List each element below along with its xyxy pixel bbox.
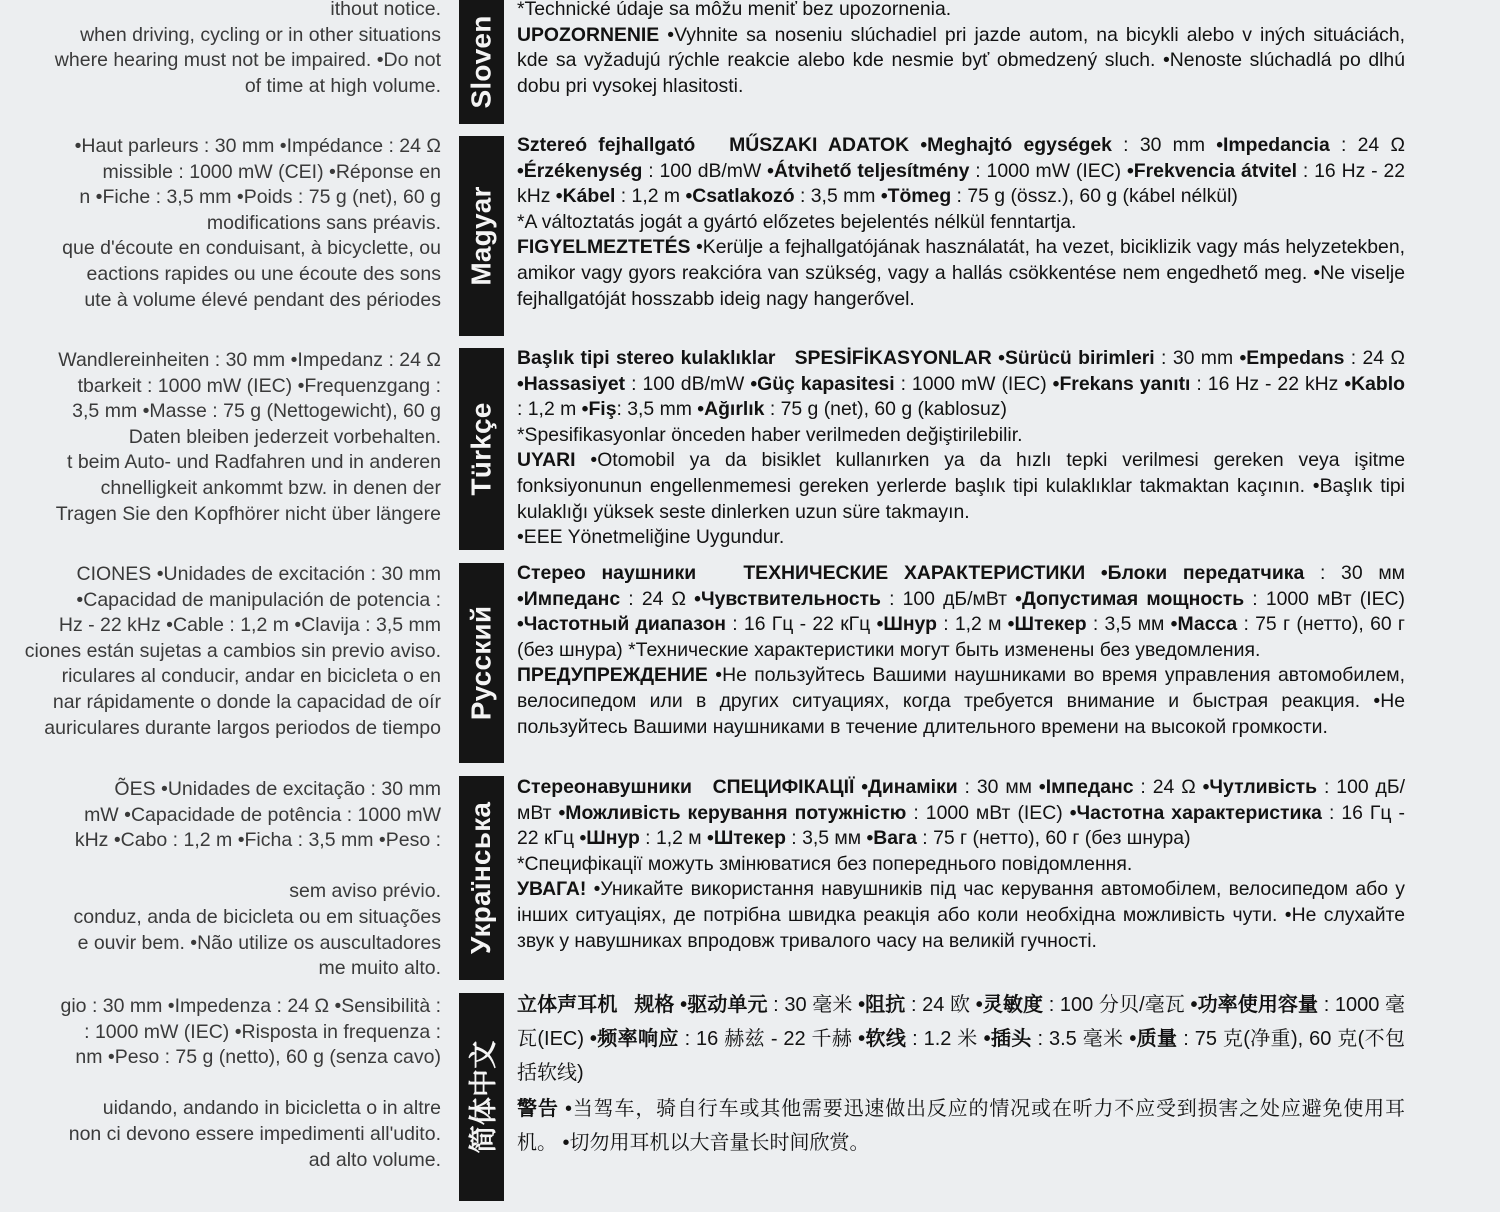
- tab-label: Magyar: [465, 186, 497, 286]
- warning-title: ПРЕДУПРЕЖДЕНИЕ: [517, 664, 708, 687]
- spec-label: •Допустимая мощность: [1015, 587, 1245, 610]
- warning-paragraph: [517, 235, 1405, 312]
- spec-title: MŰSZAKI ADATOK: [729, 134, 910, 156]
- spec-label: •Érzékenység: [517, 159, 643, 182]
- line: non ci devono essere impedimenti all'udito.: [68, 1122, 441, 1145]
- spec-value: : 24 Ω: [1329, 134, 1405, 156]
- line: t beim Auto- und Radfahren und in anderen: [66, 451, 441, 474]
- spec-label: •Hassasiyet: [517, 372, 626, 395]
- spec-value: : 1000 毫瓦(IEC): [517, 994, 1406, 1050]
- spec-label: •Fiş: [581, 398, 617, 421]
- line: Hz - 22 kHz •Cable : 1,2 m •Clavija : 3,5 mm: [58, 614, 441, 637]
- spec-value: : 16 Hz - 22 kHz: [517, 159, 1406, 208]
- spec-note: *A változtatás jogát a gyártó előzetes bejelentés nélkül fenntartja.: [517, 210, 1077, 233]
- line: nm •Peso : 75 g (netto), 60 g (senza cavo): [75, 1046, 441, 1069]
- language-tab-ukrainska: [459, 776, 504, 980]
- line: sem aviso prévio.: [289, 880, 441, 903]
- warning-title: UYARI: [517, 449, 576, 472]
- line: riculares al conducir, andar en bicicleta o en: [61, 665, 441, 688]
- spec-value: : 75 克(净重), 60 克(不包括软线): [517, 1028, 1405, 1084]
- line: 3,5 mm •Masse : 75 g (Nettogewicht), 60 g: [72, 400, 441, 423]
- tab-label: 简体中文: [467, 1040, 499, 1154]
- spec-value: : 30 мм: [957, 776, 1039, 798]
- spec-label: •频率响应: [589, 1028, 679, 1050]
- line: uidando, andando in bicicletta o in altre: [102, 1097, 441, 1120]
- spec-value: : 100 dB/mW: [642, 159, 768, 182]
- spec-value: : 24 Ω: [620, 587, 695, 610]
- spec-value: : 1000 мВт (IEC): [906, 801, 1070, 824]
- spec-paragraph: [517, 988, 1405, 1090]
- spec-label: •Empedans: [1239, 347, 1345, 369]
- product-name: Стерео наушники: [517, 562, 697, 584]
- line: : 1000 mW (IEC) •Risposta in frequenza :: [84, 1020, 441, 1043]
- line: que d'écoute en conduisant, à bicyclette, ou: [62, 237, 441, 260]
- spec-value: : 1000 mW (IEC): [969, 159, 1127, 182]
- warning-paragraph: [517, 1092, 1405, 1160]
- line: ute à volume élevé pendant des périodes: [84, 288, 441, 311]
- spec-value: : 1,2 m: [615, 185, 686, 208]
- french-fragment: [0, 134, 441, 313]
- spec-value: : 1,2 m: [517, 398, 582, 421]
- line: tbarkeit : 1000 mW (IEC) •Frequenzgang :: [77, 374, 441, 397]
- portuguese-fragment: [0, 777, 441, 982]
- line: missible : 1000 mW (CEI) •Réponse en: [102, 160, 441, 183]
- spec-value: : 24 欧: [905, 994, 976, 1016]
- warning-text: •当驾车，骑自行车或其他需要迅速做出反应的情况或在听力不应受到损害之处应避免使用耳机。 •切勿用耳机以大音量长时间欣赏。: [517, 1098, 1406, 1154]
- line: ithout notice.: [330, 0, 441, 20]
- spec-value: : 24 Ω: [1133, 776, 1203, 798]
- spec-value: : 16 赫兹 - 22 千赫: [678, 1028, 859, 1050]
- spec-label: •Csatlakozó: [685, 185, 795, 208]
- product-name: Sztereó fejhallgató: [517, 134, 696, 156]
- line: e ouvir bem. •Não utilize os auscultadores: [77, 931, 441, 954]
- spec-value: : 3,5 мм: [1086, 613, 1171, 636]
- spec-label: •Шнур: [876, 613, 937, 636]
- spec-value: : 3,5 mm: [616, 398, 698, 421]
- product-name: 立体声耳机: [517, 994, 618, 1016]
- line: ÕES •Unidades de excitação : 30 mm: [114, 778, 441, 800]
- spec-value: : 100 分贝/毫瓦: [1043, 994, 1191, 1016]
- spec-value: : 30 мм: [1304, 562, 1405, 584]
- english-fragment: [0, 0, 441, 99]
- line: when driving, cycling or in other situations: [80, 23, 441, 46]
- line: ciones están sujetas a cambios sin previo aviso.: [24, 639, 441, 662]
- line: CIONES •Unidades de excitación : 30 mm: [76, 563, 441, 585]
- spec-value: : 30 mm: [1111, 134, 1217, 156]
- line: of time at high volume.: [244, 74, 441, 97]
- compliance-note: •EEE Yönetmeliğine Uygundur.: [517, 526, 785, 549]
- spec-label: •Frekvencia átvitel: [1126, 159, 1298, 182]
- language-tab-zhongwen: [459, 993, 504, 1201]
- spec-label: •质量: [1129, 1028, 1178, 1050]
- spec-value: : 16 Гц - 22 кГц: [517, 801, 1405, 850]
- tab-label: Sloven: [465, 15, 497, 109]
- warning-text: •Не пользуйтесь Вашими наушниками во время управления автомобилем, велосипедом или в других ситуациях, когда требуется внимание и быстрая реакция. •Не пользуйтесь Вашими наушниками в течение длительного времени на высокой громкости.: [517, 664, 1405, 738]
- spec-label: •Kábel: [555, 185, 616, 208]
- product-name: Стереонавушники: [517, 776, 692, 798]
- tab-label: Русский: [465, 605, 497, 721]
- warning-paragraph: [517, 663, 1405, 740]
- line: mW •Capacidade de potência : 1000 mW: [84, 803, 441, 826]
- spec-label: •功率使用容量: [1190, 994, 1319, 1016]
- language-tab-slovensky: [459, 0, 504, 124]
- warning-paragraph: [517, 448, 1405, 525]
- line: •Capacidad de manipulación de potencia :: [76, 588, 441, 611]
- spec-value: : 75 г (нетто), 60 г (без шнура): [517, 613, 1405, 661]
- spec-label: •Блоки передатчика: [1100, 562, 1305, 584]
- spec-title: SPESİFİKASYONLAR: [794, 347, 992, 369]
- section-zhongwen: [517, 988, 1405, 1160]
- spec-label: •Impedancia: [1216, 134, 1330, 156]
- spec-value: : 24 Ω: [1344, 347, 1405, 369]
- line: modifications sans préavis.: [206, 211, 441, 234]
- section-slovensky: [517, 0, 1405, 99]
- line: Daten bleiben jederzeit vorbehalten.: [128, 425, 441, 448]
- spec-title: ТЕХНИЧЕСКИЕ ХАРАКТЕРИСТИКИ: [743, 562, 1086, 584]
- spec-value: : 16 Гц - 22 кГц: [726, 613, 877, 636]
- line: gio : 30 mm •Impedenza : 24 Ω •Sensibilità :: [60, 995, 441, 1017]
- spec-value: : 100 дБ/мВт: [517, 776, 1405, 824]
- warning-text: •Otomobil ya da bisiklet kullanırken ya da hızlı tepki verilmesi gereken veya işitme fonksiyonunun engellenmemesi gereken yerlerde başlık tipi kulaklıklar takmaktan kaçının. •Başlık tipi kulaklığı yüksek seste dinlerken uzun süre takmayın.: [517, 449, 1405, 523]
- warning-text: •Уникайте використання навушників під час керування автомобілем, велосипедом або у інших ситуаціях, де потрібна швидка реакція або коли необхідна можливість чути. •Не слухайте звук у навушниках впродовж тривалого часу на великій гучності.: [517, 878, 1405, 952]
- spec-label: •驱动单元: [680, 994, 768, 1016]
- spec-paragraph: [517, 346, 1405, 423]
- spec-label: •Güç kapasitesi: [750, 372, 895, 395]
- line: •Haut parleurs : 30 mm •Impédance : 24 Ω: [74, 135, 441, 157]
- spec-label: •灵敏度: [975, 994, 1044, 1016]
- spec-title: 规格: [634, 994, 675, 1016]
- tab-label: Українська: [465, 801, 497, 955]
- spec-value: : 1000 mW (IEC): [894, 372, 1053, 395]
- spec-value: : 3.5 毫米: [1031, 1028, 1130, 1050]
- spanish-fragment: [0, 562, 441, 741]
- line: ad alto volume.: [308, 1148, 441, 1171]
- warning-title: UPOZORNENIE: [517, 23, 660, 46]
- spec-value: : 3,5 mm: [794, 185, 881, 208]
- spec-paragraph: [517, 775, 1405, 852]
- german-fragment: [0, 348, 441, 527]
- spec-label: •Штекер: [707, 827, 786, 850]
- spec-label: •Динаміки: [861, 776, 958, 798]
- spec-label: •Імпеданс: [1038, 776, 1134, 798]
- section-russkiy: [517, 561, 1405, 740]
- section-turkce: [517, 346, 1405, 551]
- spec-value: : 30 mm: [1154, 347, 1240, 369]
- line: eactions rapides ou une écoute des sons: [86, 262, 441, 285]
- language-tab-magyar: [459, 136, 504, 336]
- spec-label: •Можливість керування потужністю: [558, 801, 907, 824]
- spec-label: •插头: [983, 1028, 1032, 1050]
- line: [0, 1071, 441, 1097]
- spec-label: •Шнур: [579, 827, 640, 850]
- spec-note: *Технические характеристики могут быть изменены без уведомления.: [628, 638, 1261, 661]
- spec-note: *Technické údaje sa môžu meniť bez upozornenia.: [517, 0, 952, 20]
- spec-value: : 16 Hz - 22 kHz: [1190, 372, 1345, 395]
- section-magyar: [517, 133, 1405, 312]
- line: me muito alto.: [318, 957, 441, 980]
- warning-title: FIGYELMEZTETÉS: [517, 236, 691, 259]
- spec-label: •Tömeg: [880, 185, 952, 208]
- spec-value: : 30 毫米: [767, 994, 859, 1016]
- line: conduz, anda de bicicleta ou em situações: [73, 905, 441, 928]
- spec-value: : 1,2 м: [936, 613, 1008, 636]
- line: Tragen Sie den Kopfhörer nicht über längere: [55, 502, 441, 525]
- spec-value: : 100 дБ/мВт: [880, 587, 1016, 610]
- spec-label: •Ağırlık: [697, 398, 765, 421]
- language-tab-russkiy: [459, 563, 504, 763]
- tab-label: Türkçe: [465, 402, 497, 496]
- italian-fragment: [0, 994, 441, 1173]
- spec-value: : 75 g (net), 60 g (kablosuz): [764, 398, 1007, 421]
- line: [0, 854, 441, 880]
- line: chnelligkeit ankommt bzw. in denen der: [100, 476, 441, 499]
- spec-value: : 75 g (össz.), 60 g (kábel nélkül): [951, 185, 1238, 208]
- spec-label: •Átvihető teljesítmény: [767, 159, 970, 182]
- language-tab-turkce: [459, 348, 504, 550]
- warning-text: •Vyhnite sa noseniu slúchadiel pri jazde autom, na bicykli alebo v iných situáciách, kde sa vyžadujú rýchle reakcie alebo kde nesmie byť obmedzený sluch. •Nenoste slúchadlá po dlhú dobu pri vysokej hlasitosti.: [517, 23, 1405, 97]
- spec-label: •Частотна характеристика: [1069, 801, 1322, 824]
- spec-value: : 75 г (нетто), 60 г (без шнура): [916, 827, 1191, 850]
- warning-text: •Kerülje a fejhallgatójának használatát, ha vezet, biciklizik vagy más helyzetekben, amikor vagy gyors reakcióra van szükség, vagy a hallás csökkentése nem engedhető meg. •Ne viselje fejhallgatóját hosszabb ideig nagy hangerővel.: [517, 236, 1405, 310]
- spec-note: *Spesifikasyonlar önceden haber verilmeden değiştirilebilir.: [517, 423, 1023, 446]
- left-column-fragments: [0, 0, 445, 1212]
- spec-value: : 1,2 м: [639, 827, 708, 850]
- spec-label: •Kablo: [1344, 372, 1405, 395]
- spec-label: •Масса: [1170, 613, 1238, 636]
- line: where hearing must not be impaired. •Do not: [54, 49, 441, 72]
- spec-label: •Чувствительность: [694, 587, 881, 610]
- line: auriculares durante largos periodos de tiempo: [44, 716, 441, 739]
- spec-label: •软线: [858, 1028, 907, 1050]
- spec-label: •Sürücü birimleri: [998, 347, 1155, 369]
- warning-title: 警告: [517, 1098, 559, 1120]
- spec-label: •Вага: [866, 827, 917, 850]
- spec-label: •Meghajtó egységek: [920, 134, 1112, 156]
- line: Wandlereinheiten : 30 mm •Impedanz : 24 Ω: [58, 349, 441, 371]
- spec-title: СПЕЦИФІКАЦІЇ: [712, 776, 855, 798]
- spec-value: : 1.2 米: [906, 1028, 984, 1050]
- spec-value: : 3,5 мм: [785, 827, 867, 850]
- section-ukrainska: [517, 775, 1405, 954]
- spec-value: : 1000 мВт (IEC): [1244, 587, 1405, 610]
- spec-paragraph: [517, 133, 1405, 210]
- line: n •Fiche : 3,5 mm •Poids : 75 g (net), 60 g: [79, 186, 441, 209]
- line: kHz •Cabo : 1,2 m •Ficha : 3,5 mm •Peso :: [74, 829, 441, 852]
- spec-note: *Специфікації можуть змінюватися без попереднього повідомлення.: [517, 852, 1133, 875]
- spec-label: •Frekans yanıtı: [1052, 372, 1191, 395]
- warning-paragraph: [517, 23, 1405, 100]
- spec-label: •Частотный диапазон: [517, 613, 726, 636]
- spec-paragraph: [517, 561, 1405, 663]
- spec-label: •Импеданс: [517, 587, 621, 610]
- warning-title: УВАГА!: [517, 878, 587, 901]
- spec-value: : 100 dB/mW: [625, 372, 751, 395]
- spec-label: •Чутливість: [1202, 776, 1318, 798]
- line: nar rápidamente o donde la capacidad de oír: [52, 690, 441, 713]
- spec-label: •阻抗: [858, 994, 906, 1016]
- warning-paragraph: [517, 877, 1405, 954]
- spec-label: •Штекер: [1007, 613, 1087, 636]
- product-name: Başlık tipi stereo kulaklıklar: [517, 347, 776, 369]
